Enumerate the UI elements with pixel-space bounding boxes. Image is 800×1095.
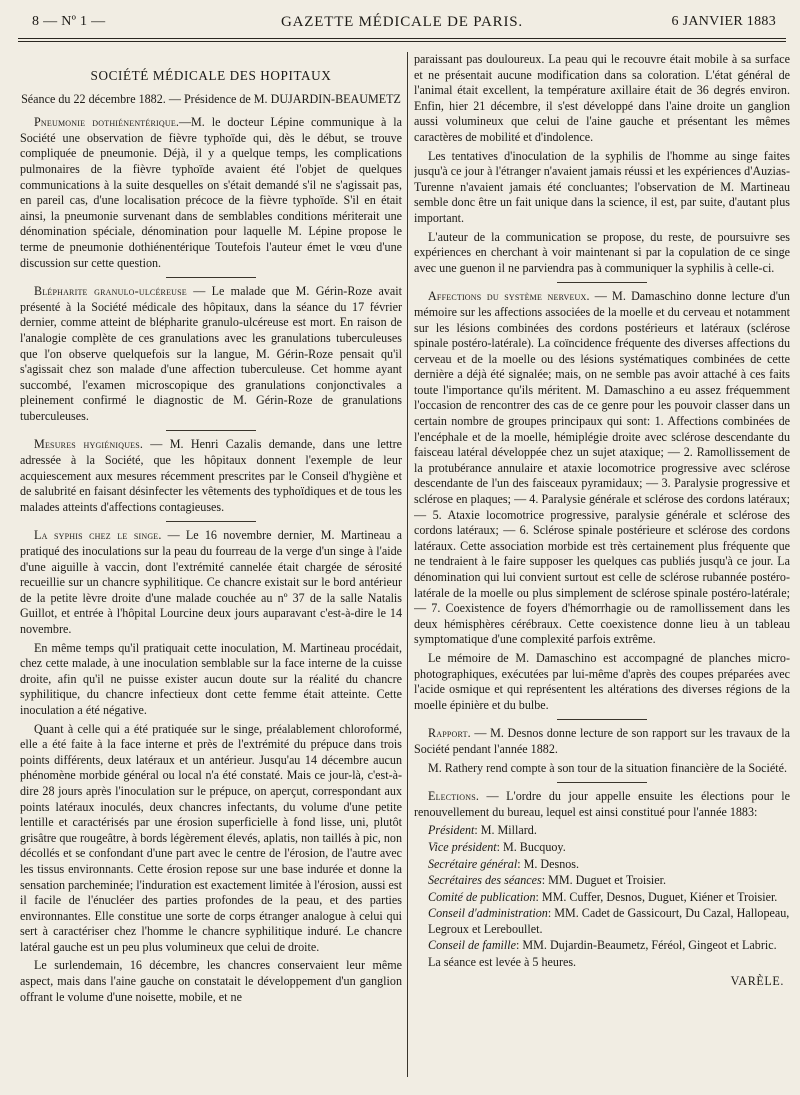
election-role — [414, 823, 790, 839]
section-syphilis — [20, 528, 402, 637]
journal-title: GAZETTE MÉDICALE DE PARIS. — [281, 14, 523, 30]
elections-intro — [414, 789, 790, 820]
right-column — [414, 52, 790, 1085]
header-rule-top — [18, 38, 786, 39]
header-rule-bottom — [18, 41, 786, 42]
paragraph: Le surlendemain, 16 décembre, les chancres conservaient leur même aspect, mais dans l'aine gauche on constatait le développement d'un ganglion offrant le volume d'une noisette, mobile, et ne — [20, 958, 402, 1004]
paragraph-continued: paraissant pas douloureux. La peau qui le recouvre était mobile à sa surface et ne présentait aucune modification dans sa coloration. L'état général de l'animal était excellent, la température axillaire était de 36 degrés environ. Enfin, hier 21 décembre, il s'est développé dans l'aine droite un ganglion aussi volumineux que celui de l'aine gauche et présentant les mêmes caractères de mobilité et d'indolence. — [414, 52, 790, 144]
left-column — [20, 52, 402, 1085]
page-number: 8 — Nº 1 — — [32, 14, 106, 29]
section-heading: Affections du système nerveux — [428, 289, 587, 304]
section-separator — [166, 430, 256, 431]
role-title: Secrétaires des séances — [428, 873, 542, 888]
section-rapport — [414, 726, 790, 757]
role-names: : M. Bucquoy. — [496, 839, 566, 854]
paragraph: Les tentatives d'inoculation de la syphilis de l'homme au singe faites jusqu'à ce jour à l'étranger n'avaient jamais réussi et les expériences d'Auzias-Turenne n'avaient jamais été concluantes; l'observation de M. Martineau semble donc être un fait unique dans la science, il est, par suite, d'autant plus important. — [414, 148, 790, 225]
section-body: . — M. Damaschino donne lecture d'un mémoire sur les affections associées de la moelle et du cerveau et notamment sur les lésions combinées des cordons postérieurs et latéraux (sclérose spinale postéro-latérale). La coïncidence fréquente des diverses affections du cerveau et de la moelle ou des lésions systématiques combinées de cette dernière a déjà été signalée; mais, on ne semble pas avoir attaché à ces faits toute l'importance qu'ils méritent. M. Damaschino a eu assez fréquemment l'occasion de rencontrer des cas de ce genre pour les pouvoir classer dans un certain nombre de groupes principaux qui sont: 1. Affections combinées de l'encéphale et de la moelle, hémiplégie droite avec sclérose descendante du faisceau latéral développée chez un sujet ataxique; — 2. Ramollissement de la protubérance annulaire et ataxie locomotrice progressive avec sclérose descendante de l'un des faisceaux pyramidaux; — 3. Paralysie progressive et sclérose en plaques; — 4. Paralysie générale et sclérose des cordons latéraux; — 5. Ataxie locomotrice progressive, paralysie générale et sclérose des cordons latéraux; — 6. Sclérose spinale postérieure et sclérose des cordons latéraux. Cette association morbide est très certainement plus fréquente que ne tendraient à le faire supposer les quelques cas publiés jusqu'à ce jour. La dénomination qui lui convient surtout est celle de sclérose rubannée postéro-latérale de la moelle ou plus simplement de sclérose spinale postéro-latérale; — 7. Coexistence de foyers d'hémorrhagie ou de ramollissement dans les deux hémisphères cérébraux. Cette coexistence donne lieu à un tableau symptomatique d'une complexité parfois extrême. — [414, 289, 790, 647]
section-body: . — M. Henri Cazalis demande, dans une lettre adressée à la Société, que les hôpitaux donnent l'exemple de leur acquiescement aux mesures récemment prescrites par le Conseil d'hygiène et de salubrité en faisant désinfecter les vêtements des typhoïdiques et de tous les malades atteints d'affections contagieuses. — [20, 437, 402, 514]
section-separator — [166, 521, 256, 522]
role-title: Conseil de famille — [428, 938, 517, 953]
section-blepharite — [20, 284, 402, 424]
section-pneumonie — [20, 115, 402, 271]
section-separator — [557, 782, 647, 783]
paragraph: En même temps qu'il pratiquait cette inoculation, M. Martineau procédait, chez cette malade, à une inoculation semblable sur la face interne de la cuisse droite, afin qu'il ne puisse exister aucun doute sur la réalité du chancre syphilitique, du chancre infectieux dont cette femme était atteinte. Cette inoculation a été négative. — [20, 640, 402, 717]
election-role — [414, 938, 790, 954]
section-heading: Mesures hygiéniques — [34, 437, 140, 452]
paragraph: Quant à celle qui a été pratiquée sur le singe, préalablement chloroformé, elle a été faite à la face interne et près de l'extrémité du prépuce dans trois points différents, deux latéraux et un antérieur. Jusqu'au 14 décembre aucun phénomène morbide général ou local n'a été constaté. Mais ce jour-là, c'est-à-dire 28 jours après l'inoculation sur le prépuce, on aperçut, correspondant aux points latéraux inoculés, deux chancres infectants, du volume d'une petite lentille et caractérisés par une érosion superficielle à fond lisse, uni, plutôt grisâtre que rougeâtre, à bords légèrement élevés, aplatis, non taillés à pic, non décollés et se confondant d'une part avec le centre de l'érosion, de l'autre avec les tissus environnants. Cette érosion repose sur une base indurée et donne la sensation parcheminée; l'induration est exactement limitée à l'érosion, aussi est il facile de l'énucléer des parties profondes de la peau, et des parties environnantes. Elle constitue une sorte de corps étranger analogue à celui qui sert à caractériser chez l'homme le chancre syphilitique induré. Le chancre latéral gauche est un peu plus volumineux que celui de droite. — [20, 721, 402, 954]
role-names: : MM. Dujardin-Beaumetz, Féréol, Gingeot et Labric. — [516, 938, 777, 953]
closing-line: La séance est levée à 5 heures. — [428, 955, 577, 970]
signature: VARÈLE. — [730, 973, 784, 988]
society-title: SOCIÉTÉ MÉDICALE DES HOPITAUX — [90, 68, 332, 83]
role-title: Conseil d'administration — [428, 906, 548, 921]
section-separator — [557, 719, 647, 720]
issue-date: 6 JANVIER 1883 — [671, 14, 776, 29]
section-mesures — [20, 437, 402, 515]
role-names: : M. Desnos. — [517, 856, 580, 871]
role-title: Président — [428, 823, 475, 838]
seance-line: Séance du 22 décembre 1882. — Présidence de M. DUJARDIN-BEAUMETZ — [21, 91, 401, 106]
role-title: Vice président — [428, 839, 497, 854]
paragraph: L'auteur de la communication se propose, du reste, de poursuivre ses expériences en cherchant à voir maintenant si par la copulation de ce singe avec une guenon il ne parviendra pas à communiquer la syphilis à celle-ci. — [414, 229, 790, 275]
section-body: . — Le 16 novembre dernier, M. Martineau a pratiqué des inoculations sur la peau du fourreau de la verge d'un singe à l'aide d'une aiguille à vaccin, dont l'extrémité cannelée était chargée de sérosité recueillie sur un chancre syphilitique. Ce chancre existait sur le bord antérieur de la petite lèvre droite d'une malade couchée au nº 37 de la salle Natalis Guillot, et entrée à l'hôpital Lourcine deux jours auparavant c'est-à-dire le 14 novembre. — [20, 528, 402, 636]
section-heading: La syphis chez le singe — [34, 528, 159, 543]
section-separator — [557, 282, 647, 283]
section-heading: Pneumonie dothiénentérique — [34, 115, 176, 130]
role-title: Secrétaire général — [428, 856, 518, 871]
election-role — [414, 906, 790, 937]
section-heading: Elections — [428, 789, 476, 804]
election-role — [414, 840, 790, 856]
role-names: : MM. Cadet de Gassicourt, Du Cazal, Hallopeau, Legroux et Lereboullet. — [428, 906, 790, 936]
section-heading: Rapport — [428, 726, 468, 741]
section-body: — Le malade que M. Gérin-Roze avait présenté à la Société médicale des hôpitaux, dans la séance du 17 février dernier, comme atteint de blépharite granulo-ulcéreuse est mort. En raison de l'analogie complète de ces granulations avec les granulations tuberculeuses que l'on observe quelquefois sur la langue, M. Gérin-Roze pensait qu'il s'agissait chez son malade d'une affection tuberculeuse. Cet homme ayant succombé, l'examen microscopique des granulations conjonctivales a pleinement confirmé le diagnostic de M. Gérin-Roze de granulations tuberculeuses. — [20, 284, 402, 423]
section-body: .—M. le docteur Lépine communique à la Société une observation de fièvre typhoïde qui, dès le début, se trouve compliquée de pneumonie. Déjà, il y a quelque temps, les complications pulmonaires de la fièvre typhoïde avaient été l'objet de quelques communications à la suite desquelles on s'était demandé s'il ne s'agissait pas, en pareil cas, d'une localisation précoce de la fièvre typhoïde. S'il en était ainsi, la pneumonie survenant dans de semblables conditions mériterait une dénomination spéciale, dénomination pour laquelle M. Lépine propose le terme de pneumonie dothiénentérique Toutefois l'auteur émet le vœu d'une discussion sur cette question. — [20, 115, 402, 270]
role-names: : MM. Duguet et Troisier. — [541, 873, 667, 888]
election-role — [414, 890, 790, 906]
section-heading: Blépharite granulo-ulcéreuse — [34, 284, 187, 299]
role-names: : MM. Cuffer, Desnos, Duguet, Kiéner et Troisier. — [535, 889, 778, 904]
section-elections — [414, 789, 790, 971]
election-role — [414, 857, 790, 873]
page-header — [18, 14, 786, 40]
section-affections — [414, 289, 790, 648]
role-title: Comité de publication — [428, 889, 536, 904]
section-body: . — L'ordre du jour appelle ensuite les élections pour le renouvellement du bureau, lequel est ainsi constitué pour l'année 1883: — [414, 789, 790, 819]
section-body: . — M. Desnos donne lecture de son rapport sur les travaux de la Société pendant l'année 1882. — [414, 726, 790, 756]
paragraph: M. Rathery rend compte à son tour de la situation financière de la Société. — [428, 760, 787, 775]
column-divider — [407, 52, 408, 1077]
section-separator — [166, 277, 256, 278]
role-names: : M. Millard. — [474, 823, 537, 838]
election-role — [414, 873, 790, 889]
paragraph: Le mémoire de M. Damaschino est accompagné de planches micro-photographiques, exécutées par lui-même d'après des coupes préparées avec l'acide osmique et qui représentent les altérations des diverses régions de la moelle épinière et du bulbe. — [414, 650, 790, 712]
